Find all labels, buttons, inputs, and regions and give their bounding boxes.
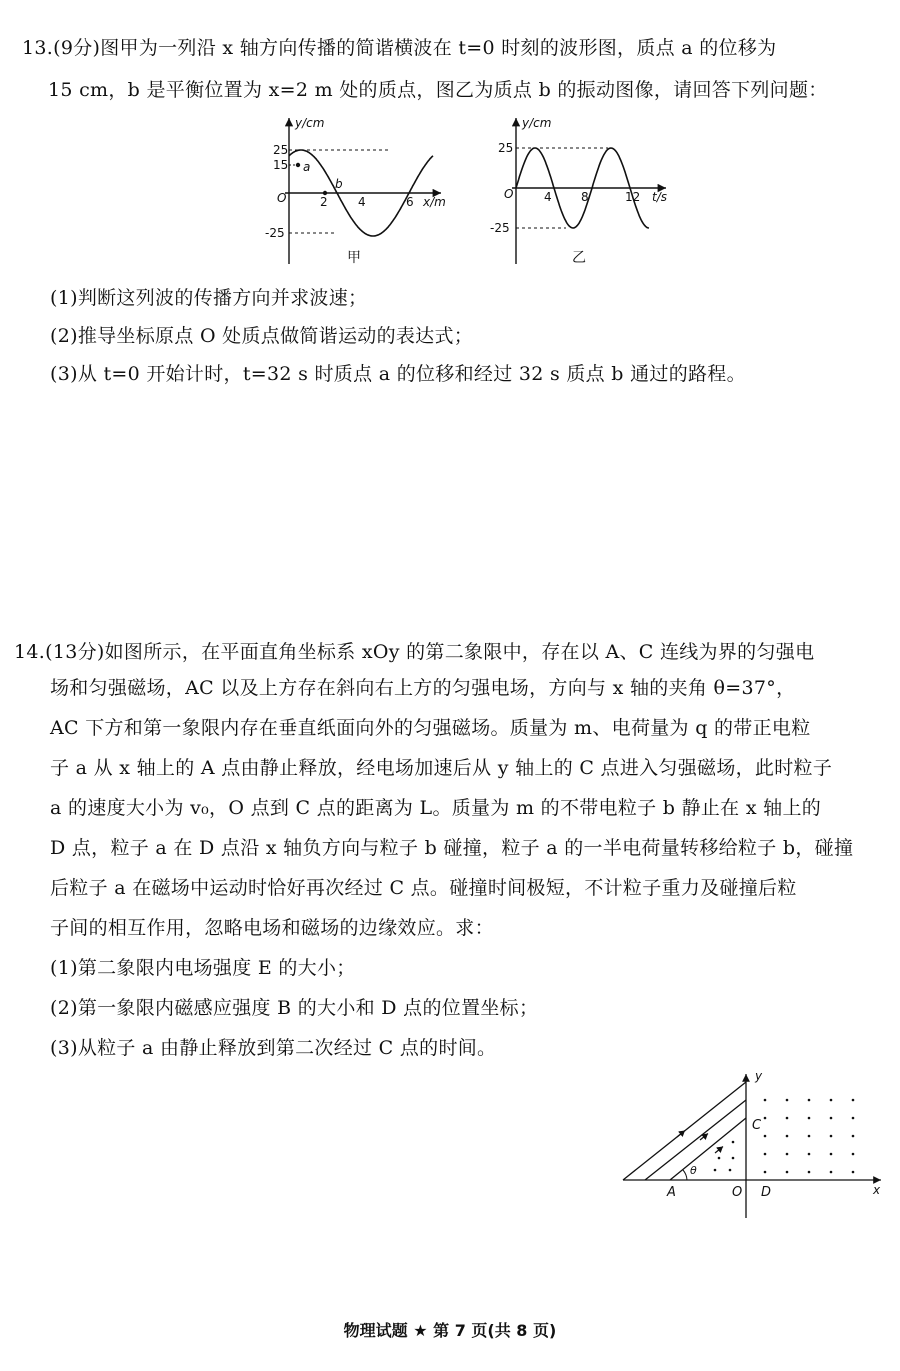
point-a-label: A [667, 1185, 676, 1200]
t-tick-8: 8 [581, 190, 589, 204]
q13-line-1: 13.(9分)图甲为一列沿 x 轴方向传播的简谐横波在 t=0 时刻的波形图，质点 a 的位移为 [22, 37, 777, 59]
angle-theta-label: θ [690, 1164, 697, 1177]
field-diagram [615, 1070, 890, 1220]
q13-part-3: (3)从 t=0 开始计时，t=32 s 时质点 a 的位移和经过 32 s 质点 b 通过的路程。 [50, 363, 746, 385]
page-footer: 物理试题 ★ 第 7 页(共 8 页) [343, 1321, 557, 1340]
ac-boundary-line [670, 1118, 746, 1180]
point-b-label: b [335, 177, 343, 191]
origin-label: O [277, 191, 287, 205]
y-label: y/cm [522, 116, 552, 130]
point-d-label: D [761, 1185, 772, 1200]
x-tick-6: 6 [406, 195, 414, 209]
wave-graph-jia [265, 112, 455, 272]
vibration-graph-yi [490, 112, 680, 272]
y-axis-label: y [755, 1070, 763, 1083]
t-label: t/s [652, 190, 667, 204]
caption-yi: 乙 [572, 250, 586, 266]
q13-part-1: (1)判断这列波的传播方向并求波速； [50, 287, 368, 309]
q14-line-7: 后粒子 a 在磁场中运动时恰好再次经过 C 点。碰撞时间极短，不计粒子重力及碰撞后粒 [50, 877, 797, 899]
q14-line-3: AC 下方和第一象限内存在垂直纸面向外的匀强磁场。质量为 m、电荷量为 q 的带正电粒 [50, 717, 811, 739]
point-a [296, 163, 300, 167]
q14-part-3: (3)从粒子 a 由静止释放到第二次经过 C 点的时间。 [50, 1037, 497, 1059]
x-tick-4: 4 [358, 195, 366, 209]
y-tick-neg25: -25 [265, 226, 285, 240]
t-tick-12: 12 [625, 190, 641, 204]
q14-line-8: 子间的相互作用，忽略电场和磁场的边缘效应。求： [50, 917, 494, 939]
x-label: x/m [423, 195, 446, 209]
x-axis-label: x [873, 1183, 881, 1197]
point-o-label: O [732, 1185, 743, 1200]
q13-line-2: 15 cm，b 是平衡位置为 x=2 m 处的质点，图乙为质点 b 的振动图像，请回答下列问题： [48, 79, 828, 101]
y-tick-25: 25 [498, 141, 514, 155]
point-c-label: C [752, 1118, 762, 1133]
q14-line-4: 子 a 从 x 轴上的 A 点由静止释放，经电场加速后从 y 轴上的 C 点进入匀强磁场，此时粒子 [50, 757, 833, 779]
q14-line-6: D 点，粒子 a 在 D 点沿 x 轴负方向与粒子 b 碰撞，粒子 a 的一半电荷量转移给粒子 b，碰撞 [50, 837, 854, 859]
magnetic-field-dots [714, 1099, 855, 1174]
q14-line-5: a 的速度大小为 v₀，O 点到 C 点的距离为 L。质量为 m 的不带电粒子 b 静止在 x 轴上的 [50, 797, 822, 819]
y-tick-neg25: -25 [490, 221, 510, 235]
q14-line-1: 14.(13分)如图所示，在平面直角坐标系 xOy 的第二象限中，存在以 A、C 连线为界的匀强电 [14, 641, 815, 663]
origin-label: O [504, 187, 514, 201]
q13-part-2: (2)推导坐标原点 O 处质点做简谐运动的表达式； [50, 325, 474, 347]
y-tick-15: 15 [273, 158, 289, 172]
x-tick-2: 2 [320, 195, 328, 209]
q14-part-2: (2)第一象限内磁感应强度 B 的大小和 D 点的位置坐标； [50, 997, 539, 1019]
point-a-label: a [303, 160, 311, 174]
caption-jia: 甲 [347, 250, 361, 266]
q14-part-1: (1)第二象限内电场强度 E 的大小； [50, 957, 356, 979]
y-label: y/cm [295, 116, 325, 130]
t-tick-4: 4 [544, 190, 552, 204]
y-tick-25: 25 [273, 143, 289, 157]
q14-line-2: 场和匀强磁场，AC 以及上方存在斜向右上方的匀强电场，方向与 x 轴的夹角 θ=37°， [50, 677, 796, 699]
